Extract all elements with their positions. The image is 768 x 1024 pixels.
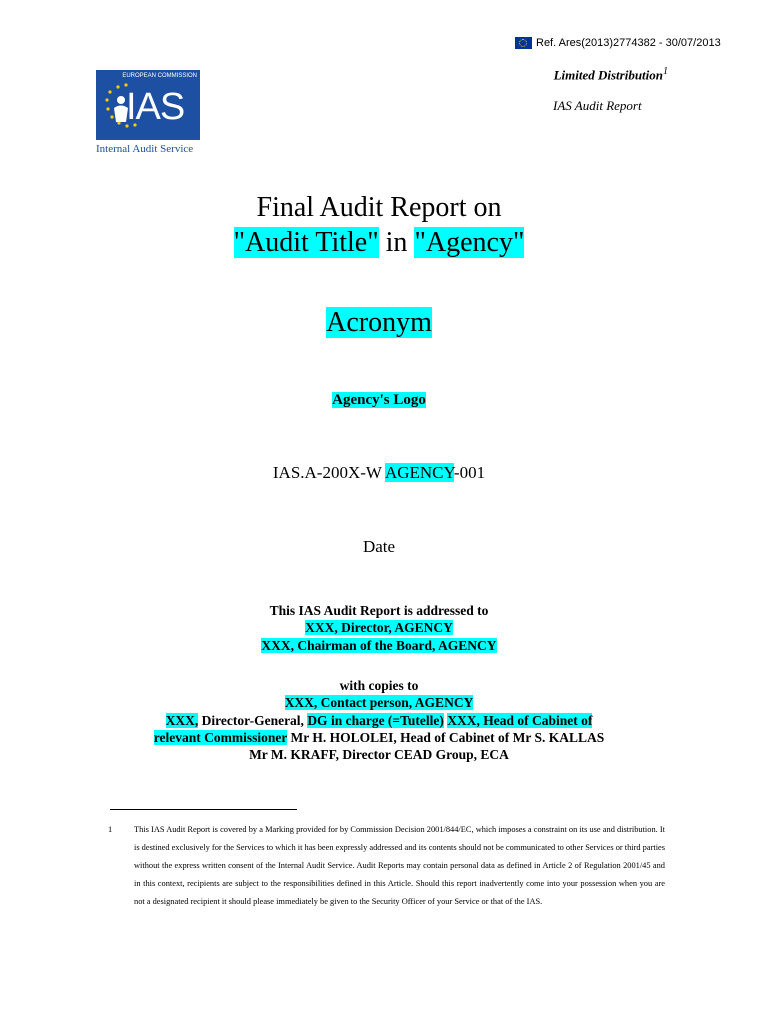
- limited-distribution-text: Limited Distribution: [553, 67, 663, 83]
- audit-title: "Audit Title": [233, 227, 379, 258]
- report-date: Date: [362, 537, 396, 556]
- agency-logo-placeholder: Agency's Logo: [332, 392, 426, 408]
- dg-xxx: XXX,: [165, 712, 199, 728]
- footnote-mark[interactable]: 1: [663, 66, 668, 77]
- dg-label: Director-General,: [201, 712, 304, 728]
- copy-line: [0, 694, 758, 711]
- title-line-1: Final Audit Report on: [256, 192, 502, 223]
- report-title: [0, 190, 758, 260]
- hololei: Mr H. HOLOLEI, Head of Cabinet of Mr S. KALLAS: [290, 729, 605, 745]
- relevant-commissioner: relevant Commissioner: [153, 729, 288, 745]
- copy-line: [0, 712, 758, 729]
- agency-name: "Agency": [414, 227, 525, 258]
- reference-suffix: -001: [453, 463, 486, 482]
- ias-logo-box: [96, 70, 200, 140]
- addressees-intro: This IAS Audit Report is addressed to: [269, 603, 489, 618]
- european-commission-label: EUROPEAN COMMISSION: [122, 73, 197, 79]
- limited-distribution: [554, 66, 668, 83]
- addressee-line: [0, 637, 758, 654]
- head-of-cabinet: XXX, Head of Cabinet of: [447, 712, 593, 728]
- footnote-divider: [110, 809, 297, 810]
- acronym: Acronym: [326, 307, 432, 338]
- acronym-line: [0, 307, 758, 339]
- dg-in-charge: DG in charge (=Tutelle): [307, 712, 444, 728]
- addressee: XXX, Director, AGENCY: [305, 620, 453, 636]
- addressees-block: [0, 602, 758, 654]
- reference-agency: AGENCY: [384, 463, 454, 482]
- contact-person: XXX, Contact person, AGENCY: [284, 695, 474, 711]
- addressee: XXX, Chairman of the Board, AGENCY: [261, 637, 497, 653]
- copies-block: [0, 677, 758, 763]
- report-reference: [0, 463, 758, 483]
- footnote-text: This IAS Audit Report is covered by a Marking provided for by Commission Decision 2001/844/EC, which imposes a constraint on its use and distribution. It is destined exclusively for the Services to which it has been expressly addressed and its contents should not be communicated to other Services or third parties without the express written consent of the Internal Audit Service. Audit Reports may contain personal data as defined in Article 2 of Regulation 2001/45 and in this context, recipients are subject to the responsibilities defined in this Article. Should this report inadvertently come into your possession when you are not a designated recipient it should please immediately be given to the Security Officer of your Service or that of the IAS.: [134, 825, 665, 906]
- ias-logo: [96, 70, 200, 156]
- agency-logo-line: [0, 392, 758, 409]
- ares-reference-text: Ref. Ares(2013)2774382 - 30/07/2013: [536, 37, 721, 49]
- ias-caption: Internal Audit Service: [96, 143, 194, 155]
- ias-wordmark: IAS: [126, 86, 185, 128]
- addressee-line: [0, 619, 758, 636]
- title-line-2: [0, 225, 758, 260]
- eu-flag-icon: [515, 37, 532, 49]
- copies-intro: with copies to: [339, 678, 419, 693]
- report-type: IAS Audit Report: [553, 98, 642, 113]
- title-in: in: [385, 227, 408, 258]
- reference-prefix: IAS.A-200X-W: [272, 463, 382, 482]
- footnote: [108, 821, 665, 911]
- copy-line: [0, 729, 758, 746]
- copy-line: Mr M. KRAFF, Director CEAD Group, ECA: [249, 747, 509, 763]
- footnote-number: 1: [108, 825, 113, 834]
- ares-reference: [515, 37, 721, 49]
